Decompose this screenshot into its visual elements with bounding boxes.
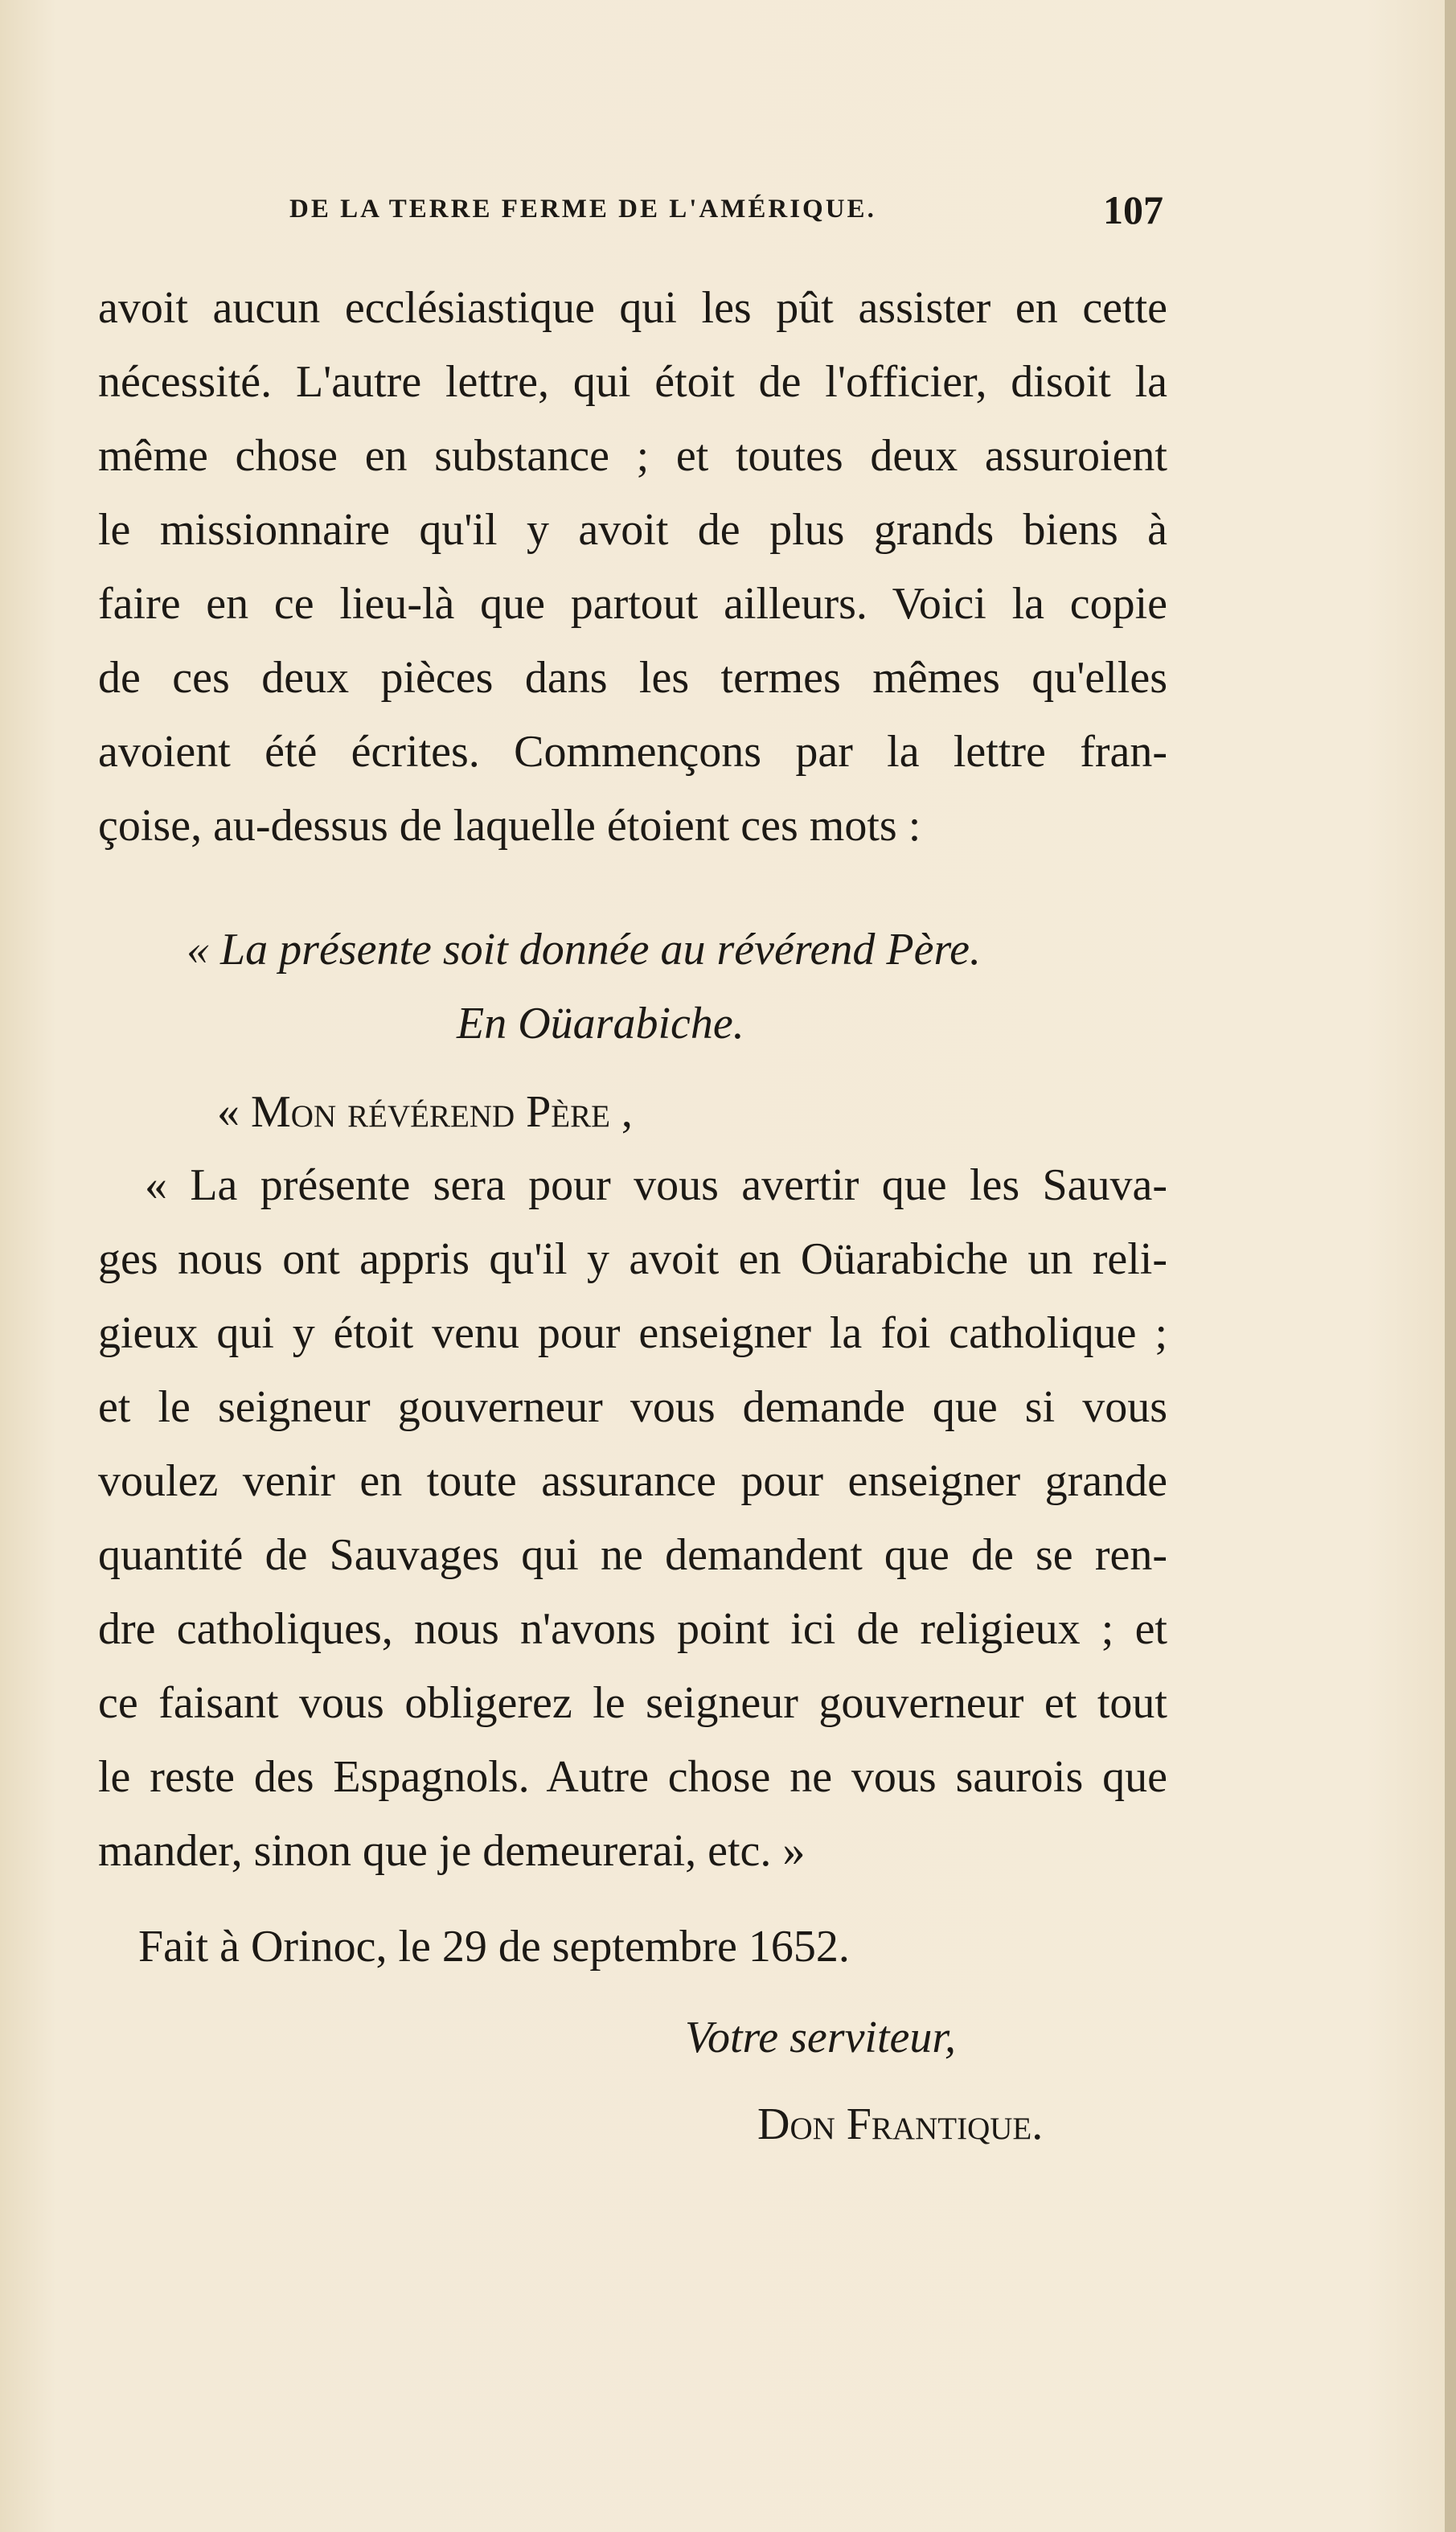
running-head: DE LA TERRE FERME DE L'AMÉRIQUE. [289,195,876,224]
letter-line: le reste des Espagnols. Autre chose ne vous saurois que [98,1752,1167,1802]
letter-line: quantité de Sauvages qui ne demandent que de se ren- [98,1530,1167,1580]
text-line: çoise, au-dessus de laquelle étoient ces mots : [98,801,921,851]
signature: Don Frantique. [757,2099,1044,2149]
closing: Votre serviteur, [685,2013,956,2062]
text-line: faire en ce lieu-là que partout ailleurs. Voici la copie [98,579,1167,629]
dateline: Fait à Orinoc, le 29 de septembre 1652. [138,1922,850,1972]
letter-line: ges nous ont appris qu'il y avoit en Oüarabiche un reli- [98,1234,1167,1284]
address-line: « La présente soit donnée au révérend Père. [187,925,982,975]
text-line: de ces deux pièces dans les termes mêmes qu'elles [98,653,1167,703]
letter-line: « La présente sera pour vous avertir que les Sauva- [145,1160,1167,1210]
page-number: 107 [1103,187,1163,232]
salutation: « Mon révérend Père , [217,1087,633,1137]
letter-line: dre catholiques, nous n'avons point ici de religieux ; et [98,1604,1167,1654]
text-line: avoit aucun ecclésiastique qui les pût assister en cette [98,283,1167,333]
address-line: En Oüarabiche. [457,999,744,1049]
letter-line: ce faisant vous obligerez le seigneur gouverneur et tout [98,1678,1167,1728]
letter-line: et le seigneur gouverneur vous demande que si vous [98,1382,1167,1432]
letter-line: voulez venir en toute assurance pour enseigner grande [98,1456,1167,1506]
letter-line: gieux qui y étoit venu pour enseigner la foi catholique ; [98,1308,1167,1358]
text-line: le missionnaire qu'il y avoit de plus grands biens à [98,505,1167,555]
text-line: même chose en substance ; et toutes deux assuroient [98,431,1167,481]
text-line: avoient été écrites. Commençons par la lettre fran- [98,727,1167,777]
text-line: nécessité. L'autre lettre, qui étoit de l'officier, disoit la [98,357,1167,407]
letter-line: mander, sinon que je demeurerai, etc. » [98,1826,806,1876]
